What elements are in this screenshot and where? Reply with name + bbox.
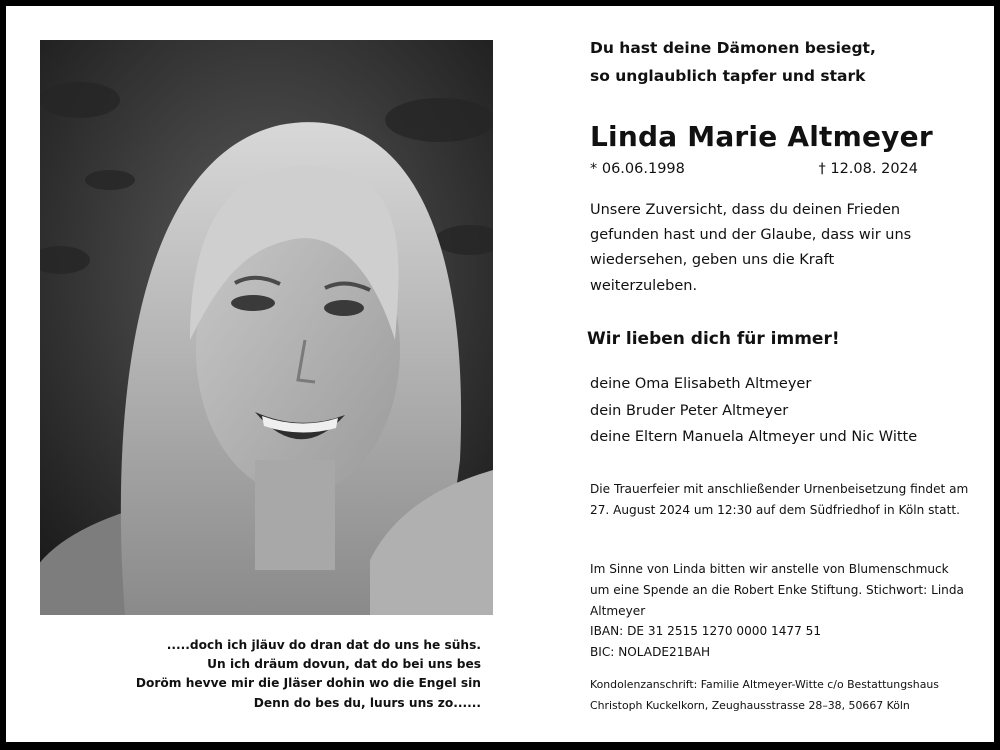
service-info: Die Trauerfeier mit anschließender Urnenbeisetzung findet am 27. August 2024 um 12:30 auf dem Südfriedhof in Köln statt. xyxy=(590,482,969,517)
hope-text: Unsere Zuversicht, dass du deinen Frieden gefunden hast und der Glaube, dass wir uns wiedersehen, geben uns die Kraft weiterzuleben. xyxy=(590,202,912,294)
bic: BIC: NOLADE21BAH xyxy=(590,644,711,659)
mourner-item: deine Oma Elisabeth Altmeyer xyxy=(590,376,812,392)
mourners-list xyxy=(590,371,917,451)
bank-details xyxy=(590,621,821,663)
condolence-address xyxy=(590,675,939,717)
poem-line: Denn do bes du, luurs uns zo...... xyxy=(253,695,481,710)
iban: IBAN: DE 31 2515 1270 0000 1477 51 xyxy=(590,624,822,638)
birth-date: * 06.06.1998 xyxy=(590,161,685,177)
donation-info: Im Sinne von Linda bitten wir anstelle von Blumenschmuck um eine Spende an die Robert Enke Stiftung. Stichwort: Linda Altmeyer xyxy=(590,562,964,618)
love-line: Wir lieben dich für immer! xyxy=(587,329,840,349)
deceased-name: Linda Marie Altmeyer xyxy=(590,120,933,153)
poem-line: .....doch ich jläuv do dran dat do uns he sühs. xyxy=(166,638,481,652)
poem xyxy=(40,636,481,713)
poem-line: Un ich dräum dovun, dat do bei uns bes xyxy=(207,657,481,672)
poem-line: Doröm hevve mir die Jläser dohin wo die Engel sin xyxy=(135,676,481,691)
mourner-item: dein Bruder Peter Altmeyer xyxy=(590,402,789,419)
mourner-item: deine Eltern Manuela Altmeyer und Nic Witte xyxy=(590,429,918,445)
motto-line-2: so unglaublich tapfer und stark xyxy=(590,67,866,85)
condolence-line-1: Kondolenzanschrift: Familie Altmeyer-Witte c/o Bestattungshaus xyxy=(590,678,939,691)
motto xyxy=(590,34,876,90)
condolence-line-2: Christoph Kuckelkorn, Zeughausstrasse 28–38, 50667 Köln xyxy=(590,698,910,712)
death-date: † 12.08. 2024 xyxy=(818,161,918,177)
motto-line-1: Du hast deine Dämonen besiegt, xyxy=(590,39,876,57)
portrait-photo xyxy=(40,40,493,615)
portrait-illustration xyxy=(40,40,493,615)
